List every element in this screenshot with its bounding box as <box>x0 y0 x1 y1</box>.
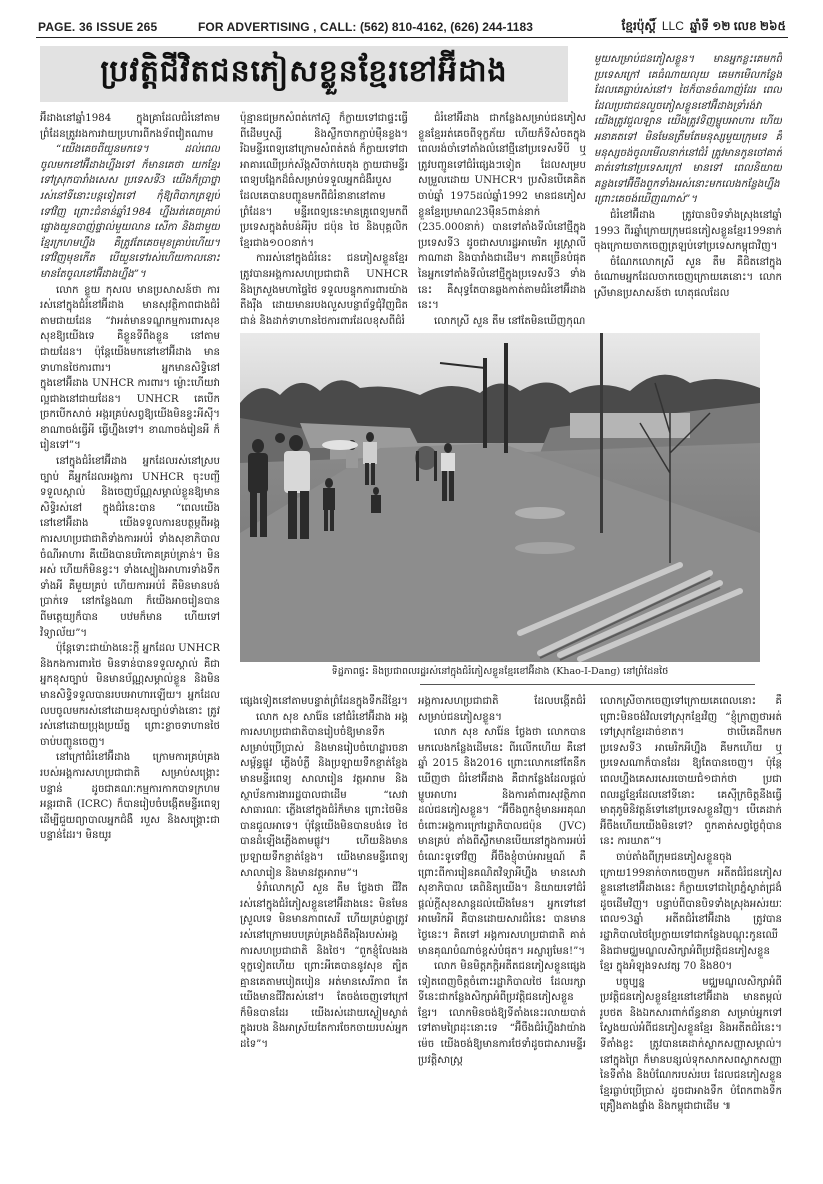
article-title-banner <box>40 46 568 102</box>
article-paragraph: “យើងគេចពីយួនមកទេ។ ដល់ពេលចូលមកខៅអ៊ីដាងហ្នឹងទៅ ក៏មានគេថា យកខ្មែរទៅស្រុកបារាំងសេស ប្រទេសទី3 យើងក៏ប្រាថ្នារស់នៅទីនោះបន្តទៀតទៅ កុំឱ្យពិបាកត្រឡប់ទៅវិញ ព្រោះជំនាន់ឆ្នាំ1984 ហ្នឹងរត់គេចគ្រាប់ផ្លោងយួនបាញ់ផ្ទាល់មួយលាន សើកា និងជាមួយខ្មែរក្រហមហ្នឹង គឺត្រូវតែគេចមុខគ្រាប់ហើយ។ ទៅវិញមុខកើត បើយួនទៅរស់ហើយកាលនោះ មានតែចូលខៅអ៊ីដាងហ្នឹង”។ <box>40 144 220 280</box>
article-paragraph: លោក សុខ សារ៉ែន នៅជំរំខៅអ៊ីដាង អង្គការសហប្រជាជាតិបានរៀបចំឱ្យមានទឹកសម្រាប់ប្រើប្រាស់ និងមានរៀបចំហេដ្ឋារចនាសម្ព័ន្ធផ្លូវ ភ្លើងបំភ្លឺ និងប្រឡាយទឹកខ្ជាត់ខ្ជែង មានមន្ទីរពេទ្យ សាលារៀន វត្តអារាម និងស្ថាប័នការងាររដ្ឋបាលជាដើម “សេវាសាធារណៈ ភ្លើងនៅក្នុងជំរំក៏មាន ព្រោះថៃមិនបានជួលអាទេ។ ប៉ុន្តែយើងមិនបានបង់ទេ ថៃបានដំឡើងភ្លើងតាមផ្លូវ។ ហើយនិងមានប្រឡាយទឹកខ្ជាត់ខ្ជែង។ យើងមានមន្ទីរពេទ្យ សាលារៀន និងមានវត្តអារាម”។ <box>240 711 408 879</box>
advertising-contact: FOR ADVERTISING , CALL: (562) 810-4162, (626) 244-1183 <box>198 20 534 34</box>
article-paragraph: ជំរំខៅអ៊ីដាង ត្រូវបានបិទទាំងស្រុងនៅឆ្នាំ 1993 ពីរឆ្នាំក្រោយក្រុមជនភៀសខ្លួនខ្មែរ199នាក់ចុងក្រោយចាកចេញត្រឡប់ទៅប្រទេសកម្ពុជាវិញ។ <box>594 209 782 253</box>
article-paragraph: លោកស្រីចាកចេញទៅក្រោយគេពេលនោះ គឺព្រោះមិនចង់វិលទៅស្រុកខ្មែរវិញ “ខ្ញុំក្រាញថាអត់ទៅស្រុកខ្មែរដាច់ខាត។ ថាបើគេដឹកមកប្រទេសទី3 អាមេរិកអីហ្នឹង គឺមកហើយ ឬប្រទេសណាក៏បានដែរ ឱ្យតែបានចេញ។ ប៉ុន្តែពេលហ្នឹងគេសរសេរចោយជំ១ជាក់ថា ប្រជាពលរដ្ឋខ្មែរដែលនៅទីនោះ គេស៊ីក្រចិត្តនឹងធ្វើមាតុភូមិនិវត្តន៍ទៅនៅប្រទេសខ្លួនវិញ។ បើគេដាក់អ៊ីចឹងហើយយើងមិនទៅ? ពួកគាត់សព្វថ្ងៃពុំបាននេះ ការឃាត”។ <box>600 696 782 848</box>
article-paragraph: ទំរាំលោកស្រី សួន តឹម ថ្លែងថា ជីវិតរស់នៅក្នុងជំរំភៀសខ្លួនខៅអ៊ីដាងនេះ មិនមែនស្រួលទេ មិនមានភាពសេរី ហើយគ្រប់គ្នាត្រូវរស់នៅក្រោមរបបគ្រប់គ្រងដ៏តឹងរ៉ឹងរបស់អង្គការសហប្រជាជាតិ និងថៃ។ “ពួកខ្ញុំលែងរងទុក្ខទៀតហើយ ព្រោះអីគេបាននូវសុខ ត្បិតគ្មានគេតាមបៀតបៀន អត់មានសេរីភាព តែយើងមានជីវិតរស់នៅ។ តែចង់ចេញទៅក្រៅ ក៏មិនបានដែរ យើងរស់ដោយស្ងៀមស្ងាត់ក្នុងរបង និងអាស្រ័យតែការចែកចាយរបស់អ្នកដទៃ”។ <box>240 883 408 1051</box>
page-header <box>36 17 788 38</box>
article-column-3-top <box>418 111 586 329</box>
article-photo <box>240 333 760 662</box>
article-paragraph: អង្គការសហប្រជាជាតិ ដែលបង្កើតជំរំសម្រាប់ជនភៀសខ្លួន។ <box>418 696 586 723</box>
article-paragraph: លោកស្រី សួន តឹម នៅតែមិនឃើញកុណ <box>434 315 586 327</box>
publication-name: ខ្មែរប៉ុស្តិ៍ <box>621 19 656 33</box>
publication-llc: LLC <box>661 19 684 33</box>
article-column-3-bottom <box>418 694 586 1146</box>
article-paragraph: ផ្សេងទៀតនៅតាមបន្ទាត់ព្រំដែនក្នុងទឹកដីខ្មែរ។ <box>240 696 408 707</box>
article-column-4-bottom <box>600 694 782 1146</box>
article-paragraph: លោក មិនមិត្តភក្តិអតីតជនភៀសខ្លួនផ្សេងទៀតពេញចិត្តចំពោះរដ្ឋាភិបាលថៃ ដែលរក្សាទីនេះជាកន្លែងសិក្សាអំពីប្រវត្តិជនភៀសខ្លួនខ្មែរ។ លោកមិនចង់ឱ្យទីតាំងនេះរលាយបាត់ទៅតាមព្រៃដុះនោះទេ “អ៊ីចឹងជំរំហ្នឹងវាយ៉ាងម៉េច យើងចង់ឱ្យមានការថែទាំដូចជាសារមន្ទីរប្រវត្តិសាស្ត្រ <box>418 961 586 1066</box>
article-paragraph: បច្ចុប្បន្ន មជ្ឈមណ្ឌលសិក្សាអំពីប្រវត្តិជនភៀសខ្លួនខ្មែរនៅខៅអ៊ីដាង មានតម្កល់រូបថត និងឯកសារពាក់ព័ន្ធនានា សម្រាប់អ្នកទៅស្វែងយល់អំពីជនភៀសខ្លួនខ្មែរ និងអតីតជំរំនេះ។ ទីតាំងខ្លះ ត្រូវបានគេដាក់ស្លាកសញ្ញាសម្គាល់។ នៅក្នុងព្រៃ ក៏មានបន្សល់ទុកសាកសពស្លាកសញ្ញានៃទីតាំង និងបំណែករបស់របរ ដែលជនភៀសខ្លួនខ្មែរធ្លាប់ប្រើប្រាស់ ដូចជាអាងទឹក បំពែកពាងទឹកគ្រឿងតាងផ្ទាំង និងកម្ពុជាជាដើម ៕ <box>600 976 782 1113</box>
article-paragraph: នៅក្នុងជំរំខៅអ៊ីដាង អ្នកដែលរស់នៅស្របច្បាប់ គឺអ្នកដែលអង្គការ UNHCR ចុះបញ្ជីទទួលស្គាល់ និងចេញប័ណ្ណសម្គាល់ខ្លួនឱ្យមានសិទ្ធិរស់នៅ ក្នុងជំរំនេះបាន “ពេលយើងនៅខៅអ៊ីដាង យើងទទួលការឧបត្ថម្ភពីអង្គការសហប្រជាជាតិទាំងការអប់រំ ទាំងសុខាភិបាល ចំណីអាហារ គឺយើងបានបរិភោគគ្រប់គ្រាន់។ មិនអស់ ហើយក៏មិនខ្វះ។ ទាំងស្បៀងអាហារទាំងទឹកទាំងអី គឺមួយគ្រប់ ហើយការអប់រំ គឺមិនមានបង់ប្រាក់ទេ នៅកន្លែងណា ក៏យើងអាចរៀនបាន ពីមត្តេយ្យក៏បាន បឋមក៏មាន ហើយទៅវិទ្យាល័យ”។ <box>40 456 220 639</box>
refugee-camp-street-photo-icon <box>240 333 760 662</box>
article-paragraph: ចាប់តាំងពីក្រុមជនភៀសខ្លួនចុងក្រោយ199នាក់ចាកចេញមក អតីតជំរំជនភៀសខ្លួននៅខៅអ៊ីដាងនេះ ក៏ក្លាយទៅជាព្រៃភ្នំស្ងាត់ជ្រងំដូចដើមវិញ។ បន្ទាប់ពីបានបិទទាំងស្រុងអស់រយៈពេល១3ឆ្នាំ អតីតជំរំខៅអ៊ីដាង ត្រូវបានរដ្ឋាភិបាលថៃប្រែក្លាយទៅជាកន្លែងបណ្តុះកូនឈើ និងជាមជ្ឈមណ្ឌលសិក្សាអំពីប្រវត្តិជនភៀសខ្លួនខ្មែរ ក្នុងអំឡុងទសវត្ស 70 និង80។ <box>600 851 782 973</box>
article-paragraph: លោក សុខ សារ៉ែន ថ្លែងថា លោកបានមកលេងកន្លែងដើមនេះ ពីរលើកហើយ គឺនៅឆ្នាំ 2015 និង2016 ព្រោះលោកនៅតែនឹកឃើញថា ជំរំខៅអ៊ីដាង គឺជាកន្លែងដែលផ្តល់ម្ហូបអាហារ និងការគាំពារសុវត្ថិភាពដល់ជនភៀសខ្លួន។ “អ៊ីចឹងពួកខ្ញុំមានអរគុណចំពោះអង្គការក្រៅរដ្ឋាភិបាលជប៉ុន (JVC) មានគ្រប់ តាំងពីស្លឹកមានបើយនៅក្នុងការអប់រំចំណេះទូទៅវិញ អ៊ីចឹងខ្ញុំចាប់អារម្មណ៍ គឺព្រោះពីការរៀនគណិតវិទ្យាអីហ្នឹង មានសេវាសុខាភិបាល គេពិនិត្យយើង។ និយាយទៅជំរំផ្តល់ក្តីសុខសាន្តដល់យើងមែន។ អ្នកទៅនៅអាមេរិកអី គឺបានដោយសារជំរំនេះ បានមានថ្ងៃនេះ។ គិតទៅ អង្គការសហប្រជាជាតិ គាត់មានគុណបំណាច់ខ្ពស់បំផុត។ អស្ចារ្យមែន!”។ <box>418 727 586 957</box>
article-paragraph: ការរស់នៅក្នុងជំរំនេះ ជនភៀសខ្លួនខ្មែរត្រូវបានអង្គការសហប្រជាជាតិ UNHCR និងក្រសួងមហាផ្ទៃថៃ ទទួលបន្ទុកការពារយ៉ាងតឹងរ៉ឹង ដោយមានរបងលួសបន្លាព័ទ្ធជុំវិញជិតជាន់ និងដាក់ទាហានថៃការពារដែលខុសពីជំរំ <box>240 253 408 327</box>
article-paragraph: អ៊ីដាងនៅឆ្នាំ1984 ក្នុងគ្រាដែលជំរំនៅតាមព្រំដែនត្រូវរងការវាយប្រហារពីកងទ័ពវៀតណាម <box>40 113 220 140</box>
article-paragraph: ប៉ុន្មានជម្រកសំពត់កៅស៊ូ ក៏ក្លាយទៅជាផ្ទះធ្វើពីដើមឬស្សី និងស្លឹកចាកភ្ជាប់ម៉ឺនខ្លង។ រីឯមន្ទីរពេទ្យនៅក្រោមសំពត់តង់ ក៏ក្លាយទៅជាអាគារឈើប្រក់ស័ង្កសីចាក់បេតុង ក្លាយជាមន្ទីរពេទ្យបង្អែកដ៏ធំសម្រាប់ទទួលអ្នកជំងឺរបួសដែលគេបានបញ្ជូនមកពីជំរំនានានៅតាមព្រំដែន។ មន្ទីរពេទ្យនេះមានគ្រូពេទ្យមកពីប្រទេសក្នុងតំបន់អឺរ៉ុប ជប៉ុន ថៃ និងបុគ្គលិកខ្មែរជាង១០០នាក់។ <box>240 113 408 249</box>
article-paragraph: នៅក្រៅជំរំខៅអ៊ីដាង ក្រោមការគ្រប់គ្រងរបស់អង្គការសហប្រជាជាតិ សម្រាប់សង្គ្រោះបន្ទាន់ ដូចជាគណៈកម្មការកាកបាទក្រហមអន្តរជាតិ (ICRC) ក៏បានរៀបចំបង្កើតមន្ទីរពេទ្យ ដើម្បីជួយព្យាបាលអ្នកជំងឺ របួស និងសង្គ្រោះជាបន្ទាន់ដែរ។ មិនយូរ <box>40 752 220 842</box>
article-paragraph: មួយសម្រាប់ជនភៀសខ្លួន។ មានអ្នកខ្លះគេមកពីប្រទេសក្រៅ គេធំណាយលុយ គេមកមើលកន្លែងដែលគេធ្លាប់រស់នៅ។ ថៃក៏បានចំណាញ់ដែរ ពេលដែលប្រជាជនលួចភៀសខ្លួនខៅអ៊ីដាងទ្រាំរង់វា យើងត្រូវជួលឡាន យើងត្រូវទិញម្ហូបអាហារ ហើយអនាគតទៅ មិនមែនត្រឹមតែមនុស្សមួយក្រុមទេ គឺមនុស្សចង់ចូលមើលនាក់នៅជំរំ ត្រូវមានកូនចៅគាត់ គាត់ទៅនៅប្រទេសក្រៅ មានទៅ ពេលនិយាយគន្លងទៅអ៊ីចឹងពួកទាំងអស់នោះមកលេងកន្លែងហ្នឹង ព្រោះគេចង់ឃើញណាស់”។ <box>594 54 782 206</box>
year-issue: ឆ្នាំទី ១២ លេខ ២៦៥ <box>689 19 786 33</box>
article-column-1 <box>40 111 220 1146</box>
publication-info <box>622 18 786 36</box>
article-title: ប្រវត្តិជីវិតជនភៀសខ្លួនខ្មែរខៅអ៊ីដាង <box>100 54 508 89</box>
article-column-2-bottom <box>240 694 408 1146</box>
article-paragraph: ជំរំខៅអ៊ីដាង ជាកន្លែងសម្រាប់ជនភៀសខ្លួនខ្មែររត់គេចពីទុក្ខភ័យ ហើយក៏ទីសំចតក្នុងពេលរង់ចាំទៅតាំងលំនៅថ្មីនៅប្រទេសទីបី ឬត្រូវបញ្ជូនទៅជំរំផ្សេងៗទៀត ដែលសម្របសម្រួលដោយ UNHCR។ ប្រសិនបើគេគិតចាប់ឆ្នាំ 1975ដល់ឆ្នាំ1992 មានជនភៀសខ្លួនខ្មែរប្រមាណ23ម៉ឺន5ពាន់នាក់ (235.000នាក់) បានទៅតាំងទីលំនៅថ្មីក្នុងប្រទេសទី3 ដូចជាសហរដ្ឋអាមេរិក អូស្ត្រាលី កាណាដា និងបារាំងជាដើម។ ភាគច្រើនបំផុតនៃអ្នកទៅតាំងទីលំនៅថ្មីក្នុងប្រទេសទី3 ទាំងនេះ គឺសុទ្ធតែបានឆ្លងកាត់តាមជំរំខៅអ៊ីដាងនេះ។ <box>418 113 586 312</box>
page-issue-number: PAGE. 36 ISSUE 265 <box>38 20 158 34</box>
article-column-4-top <box>594 52 782 330</box>
caption-divider <box>420 684 755 685</box>
article-paragraph: ចំណែកលោកស្រី សួន តឹម គឺជិតនៅក្នុងចំណោមអ្នកដែលចាកចេញក្រោយគេនោះ។ លោកស្រីមានប្រសាសន៍ថា ហេតុផលដែល <box>594 256 782 299</box>
article-paragraph: លោក ខ្លួយ កុសល មានប្រសាសន៍ថា ការរស់នៅក្នុងជំរំខៅអ៊ីដាង មានសុវត្ថិភាពជាងជំរំតាមជាយដែន “វាអត់មានទណ្ឌកម្មការពារសុខសុខឱ្យយើងទេ គឺខ្លួនទីពឹងខ្លួន នៅតាមជាយដែន។ ប៉ុន្តែយើងមកនៅខៅអ៊ីដាង មានទាហានថៃការពារ។ អ្នកមានសិទ្ធិនៅក្នុងខៅអ៊ីដាង UNHCR ការពារ។ ម្ល៉ោះហើយវាល្អជាងនៅជាយដែន។ UNHCR គេបើកច្រកបើកសាច់ អង្ករគ្រប់សព្វឱ្យយើងមិនខ្វះអីស៊ី។ ខាណាចង់ធ្វើអី ធ្វើហ្នឹងទៅ។ ខាណាចង់រៀនអី ក៏រៀនទៅ”។ <box>40 284 220 452</box>
article-paragraph: ប៉ុន្តែទោះជាយ៉ាងនេះក្តី អ្នកដែល UNHCR និងកងការពារថៃ មិនទាន់បានទទួលស្គាល់ គឺជាអ្នកខុសច្បាប់ មិនមានប័ណ្ណសម្គាល់ខ្លួន និងមិនមានសិទ្ធិទទួលបានរបបអាហារឡើយ។ អ្នកដែលលបចូលមករស់នៅដោយខុសច្បាប់ទាំងនោះ ត្រូវរស់នៅដោយប្រុងប្រយ័ត្ន ព្រោះខ្លាចទាហានថៃចាប់បញ្ជូនចេញ។ <box>40 643 220 748</box>
article-column-2-top <box>240 111 408 329</box>
photo-caption: ទិដ្ឋភាពផ្ទះ និងប្រជាពលរដ្ឋរស់នៅក្នុងជំរំភៀសខ្លួនខ្មែរខៅអ៊ីដាង (Khao-I-Dang) នៅព្រំដែនថៃ <box>331 666 669 677</box>
